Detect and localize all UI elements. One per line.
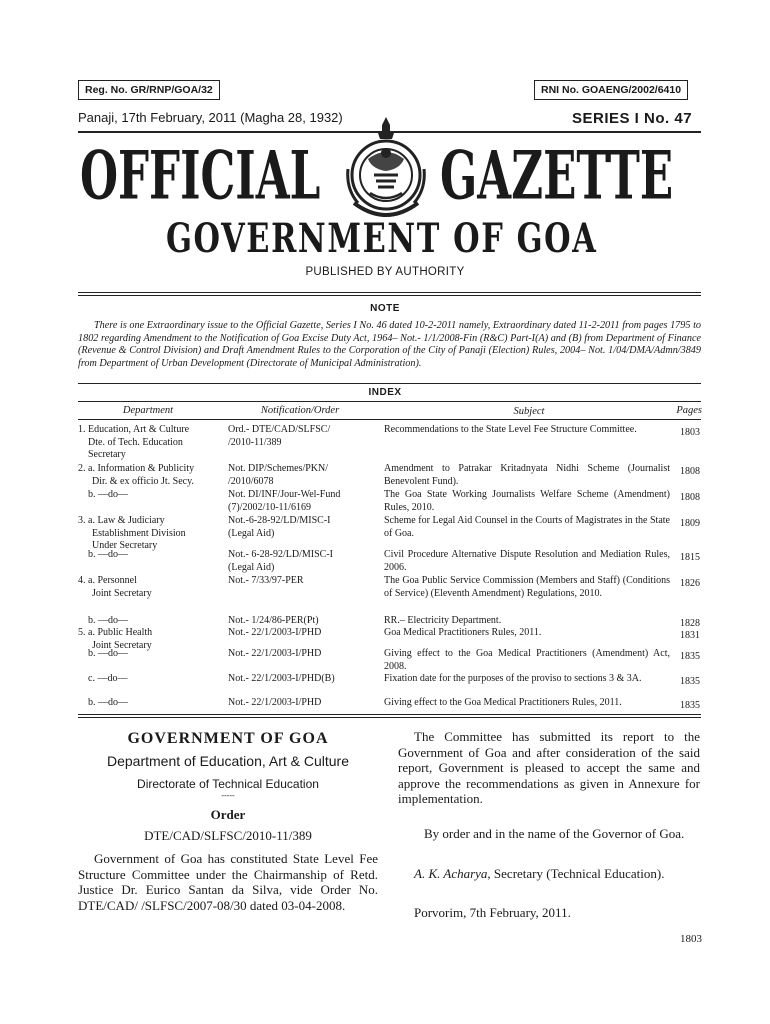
index-notification: [228, 424, 376, 449]
column-pages: Pages: [676, 405, 702, 416]
index-department: [78, 575, 223, 600]
column-department: Department: [122, 405, 174, 416]
index-department-line: 3. a. Law & Judiciary: [78, 515, 165, 526]
registration-number-box: Reg. No. GR/RNP/GOA/32: [78, 80, 220, 100]
index-page: 1815: [680, 552, 700, 563]
index-department-line: b. —do—: [88, 697, 128, 708]
order-paragraph-2: The Committee has submitted its report to the Government of Goa and after consideration of the said report, Government is pleased to accept the same and approve the recommendations as given in Annexure for implementation.: [398, 729, 700, 806]
index-page: 1808: [680, 492, 700, 503]
index-notification: [228, 627, 376, 640]
page-number: 1803: [680, 933, 702, 945]
index-notification-line: Not.-6-28-92/LD/MISC-I: [228, 515, 331, 526]
rule-index: [78, 383, 701, 384]
index-notification: [228, 575, 376, 588]
index-department: [78, 549, 223, 562]
index-notification-line: Not.- 22/1/2003-I/PHD: [228, 648, 322, 659]
place-date: Panaji, 17th February, 2011 (Magha 28, 1932): [78, 110, 343, 125]
index-notification: [228, 673, 376, 686]
masthead-gazette: GAZETTE: [440, 137, 674, 215]
order-signatory: A. K. Acharya, Secretary (Technical Education).: [414, 866, 665, 881]
index-notification: [228, 489, 376, 514]
index-page: 1803: [680, 427, 700, 438]
index-notification: [228, 549, 376, 574]
rni-number-box: RNI No. GOAENG/2002/6410: [534, 80, 688, 100]
index-notification: [228, 463, 376, 488]
index-notification-line: Not.- 1/24/86-PER(Pt): [228, 615, 319, 626]
masthead-official: OFFICIAL: [80, 137, 321, 215]
index-subject: The Goa Public Service Commission (Members and Staff) (Conditions of Service) (Eleventh Amendment) Regulations, 2010.: [384, 575, 670, 599]
order-by-governor: By order and in the name of the Governor of Goa.: [424, 826, 685, 841]
rule-index-bottom-2: [78, 717, 701, 718]
index-department-line: Secretary: [88, 449, 126, 461]
published-by-authority: PUBLISHED BY AUTHORITY: [305, 266, 465, 278]
index-subject: Goa Medical Practitioners Rules, 2011.: [384, 627, 542, 638]
rule-top-note-2: [78, 295, 701, 296]
index-department-line: b. —do—: [88, 549, 128, 560]
rule-index-header: [78, 419, 701, 420]
index-page: 1835: [680, 651, 700, 662]
rule-top-note: [78, 292, 701, 293]
index-notification-line: /2010-11/389: [228, 436, 282, 448]
index-department-line: b. —do—: [88, 615, 128, 626]
column-notification: Notification/Order: [260, 405, 340, 416]
index-notification-line: Not. DIP/Schemes/PKN/: [228, 463, 328, 474]
index-notification-line: Ord.- DTE/CAD/SLFSC/: [228, 424, 331, 435]
index-notification-line: Not.- 22/1/2003-I/PHD(B): [228, 673, 335, 684]
index-page: 1826: [680, 578, 700, 589]
index-notification-line: Not.- 22/1/2003-I/PHD: [228, 697, 322, 708]
index-subject: Civil Procedure Alternative Dispute Resolution and Mediation Rules, 2006.: [384, 549, 670, 573]
index-notification: [228, 515, 376, 540]
index-department-line: 5. a. Public Health: [78, 627, 153, 638]
index-department-line: Establishment Division: [92, 527, 186, 539]
index-page: 1809: [680, 518, 700, 529]
index-notification-line: Not. DI/INF/Jour-Wel-Fund: [228, 489, 341, 500]
index-notification-line: Not.- 22/1/2003-I/PHD: [228, 627, 322, 638]
index-department: [78, 424, 223, 462]
order-place-date: Porvorim, 7th February, 2011.: [414, 905, 571, 920]
index-notification: [228, 615, 376, 628]
index-department-line: Dir. & ex officio Jt. Secy.: [92, 475, 194, 487]
index-page: 1808: [680, 466, 700, 477]
index-page: 1835: [680, 700, 700, 711]
order-government-heading: GOVERNMENT OF GOA: [127, 730, 329, 747]
index-department-line: b. —do—: [88, 489, 128, 500]
index-department-line: b. —do—: [88, 648, 128, 659]
index-department-line: Joint Secretary: [92, 639, 152, 651]
index-department: [78, 697, 223, 710]
index-page: 1828: [680, 618, 700, 629]
index-department-line: 2. a. Information & Publicity: [78, 463, 195, 474]
state-emblem-icon: [340, 113, 432, 223]
index-subject: Recommendations to the State Level Fee Structure Committee.: [384, 424, 637, 435]
order-directorate: Directorate of Technical Education: [137, 777, 319, 791]
index-page: 1835: [680, 676, 700, 687]
index-department-line: 1. Education, Art & Culture: [78, 424, 190, 435]
series-number: SERIES I No. 47: [572, 110, 693, 127]
index-department: [78, 489, 223, 502]
index-page: 1831: [680, 630, 700, 641]
index-notification-line: Not.- 7/33/97-PER: [228, 575, 304, 586]
index-notification-line: (7)/2002/10-11/6169: [228, 501, 311, 513]
index-department-line: 4. a. Personnel: [78, 575, 137, 586]
index-subject: Scheme for Legal Aid Counsel in the Courts of Magistrates in the State of Goa.: [384, 515, 670, 539]
index-department-line: Under Secretary: [92, 540, 158, 552]
index-notification: [228, 697, 376, 710]
rule-index-2: [78, 401, 701, 402]
column-subject: Subject: [513, 406, 545, 417]
index-department: [78, 515, 223, 553]
index-subject: Giving effect to the Goa Medical Practitioners (Amendment) Act, 2008.: [384, 648, 670, 672]
order-label: Order: [210, 807, 246, 822]
index-department-line: Dte. of Tech. Education: [88, 436, 183, 448]
note-text: There is one Extraordinary issue to the Official Gazette, Series I No. 46 dated 10-2-2011 namely, Extraordinary dated 11-2-2011 from pages 1795 to 1802 regarding Amendment to the Notification of Goa Excise Duty Act, 1964– Not.- 1/1/2008-Fin (R&C) Part-I(A) and (B) from Department of Finance (Revenue & Control Division) and Draft Amendment Rules to the Corporation of the City of Panaji (Election) Rules, 2004– Not. 1/04/DMA/Admn/3849 from Department of Urban Development (Directorate of Municipal Administration).: [78, 320, 701, 369]
index-notification-line: (Legal Aid): [228, 527, 275, 539]
masthead-government-of-goa: GOVERNMENT OF GOA: [166, 214, 598, 262]
index-subject: RR.– Electricity Department.: [384, 615, 502, 626]
index-subject: Fixation date for the purposes of the proviso to sections 3 & 3A.: [384, 673, 642, 684]
index-subject: The Goa State Working Journalists Welfare Scheme (Amendment) Rules, 2010.: [384, 489, 670, 513]
index-subject: Amendment to Patrakar Kritadnyata Nidhi Scheme (Journalist Benevolent Fund).: [384, 463, 670, 487]
order-separator: -----: [221, 791, 235, 800]
order-paragraph-1: Government of Goa has constituted State Level Fee Structure Committee under the Chairmanship of Retd. Justice Dr. Eurico Santan da Silva, vide Order No. DTE/CAD/ /SLFSC/2007-08/30 dated 03-04-2008.: [78, 851, 378, 913]
order-number: DTE/CAD/SLFSC/2010-11/389: [144, 828, 312, 843]
index-department-line: c. —do—: [88, 673, 128, 684]
order-department: Department of Education, Art & Culture: [106, 753, 349, 769]
index-heading: INDEX: [368, 387, 402, 398]
index-department: [78, 615, 223, 628]
index-department: [78, 463, 223, 488]
note-heading: NOTE: [370, 303, 400, 314]
index-subject: Giving effect to the Goa Medical Practitioners Rules, 2011.: [384, 697, 622, 708]
index-department: [78, 673, 223, 686]
rule-index-bottom: [78, 714, 701, 715]
index-notification-line: (Legal Aid): [228, 561, 275, 573]
index-notification-line: /2010/6078: [228, 475, 274, 487]
index-department-line: Joint Secretary: [92, 587, 152, 599]
signatory-name: A. K. Acharya: [414, 866, 488, 881]
index-notification-line: Not.- 6-28-92/LD/MISC-I: [228, 549, 333, 560]
index-department: [78, 648, 223, 661]
index-notification: [228, 648, 376, 661]
